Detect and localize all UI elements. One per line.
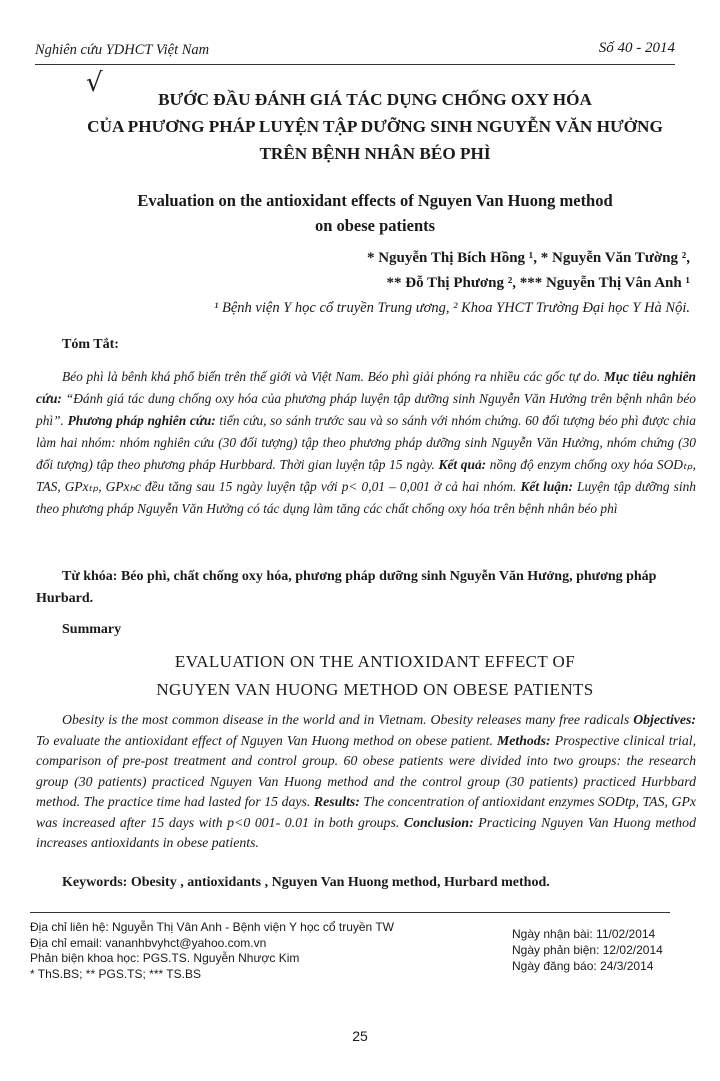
journal-name: Nghiên cứu YDHCT Việt Nam [35,42,210,58]
conclusion-label: Kết luận: [520,479,573,494]
heading-line: EVALUATION ON THE ANTIOXIDANT EFFECT OF [174,652,576,671]
title-line: on obese patients [314,216,436,235]
vietnamese-title [55,86,695,167]
footnote-degrees: * ThS.BS; ** PGS.TS; *** TS.BS [30,966,201,981]
results-label: Kết quả: [438,457,487,472]
running-head [35,40,675,64]
author-list [30,246,690,296]
date-published: Ngày đăng báo: 24/3/2014 [512,959,654,973]
page-number: 25 [352,1028,368,1044]
results-label: Results: [313,794,360,809]
title-line: CỦA PHƯƠNG PHÁP LUYỆN TẬP DƯỠNG SINH NGUYỄN VĂN HƯỞNG [87,117,663,136]
conclusion-text: Practicing Nguyen Van Huong method increases antioxidants in obese patients. [36,814,696,850]
author-line: * Nguyễn Thị Bích Hồng ¹, * Nguyễn Văn Tường ², [366,250,690,266]
title-line: Evaluation on the antioxidant effects of Nguyen Van Huong method [137,191,613,210]
objectives-text: “Đánh giá tác dung chống oxy hóa của phương pháp luyện tập dưỡng sinh Nguyễn Văn Hưởng trên bệnh nhân béo phì”. [36,391,696,428]
conclusion-label: Conclusion: [403,814,474,830]
check-mark-icon: √ [86,68,103,98]
results-text: nồng độ enzym chống oxy hóa SODₜₚ, TAS, GPxₜₚ, GPxₕc đều tăng sau 15 ngày luyện tập với p< 0,01 – 0,001 ở cả hai nhóm. [36,457,696,494]
objectives-label: Objectives: [633,712,697,727]
methods-label: Methods: [496,732,551,748]
english-heading [55,648,695,704]
title-line: BƯỚC ĐẦU ĐÁNH GIÁ TÁC DỤNG CHỐNG OXY HÓA [158,90,592,109]
affiliations: ¹ Bệnh viện Y học cổ truyền Trung ương, ² Khoa YHCT Trường Đại học Y Hà Nội. [214,300,690,316]
methods-text: Prospective clinical trial, comparison of pre-post treatment and control group. 60 obese patients were divided into two groups: the research group (30 patients) practiced Nguyen Van Huong method and the control group (30 patients) practiced Hurbbard method. The practice time had lasted for 15 days. [36,732,697,809]
footnote-reviewer: Phản biện khoa học: PGS.TS. Nguyễn Nhược Kim [30,951,300,965]
header-rule [35,64,675,65]
objectives-label: Mục tiêu nghiên cứu: [36,369,696,406]
author-line: ** Đỗ Thị Phương ², *** Nguyễn Thị Vân Anh ¹ [386,275,690,291]
objectives-text: To evaluate the antioxidant effect of Nguyen Van Huong method on obese patient. [36,732,493,748]
date-reviewed: Ngày phản biện: 12/02/2014 [512,943,663,957]
results-text: The concentration of antioxidant enzymes SODtp, TAS, GPx was increased after 15 days with p<0 001- 0.01 in both groups. [36,794,697,830]
footnotes [30,920,490,982]
vietnamese-abstract [36,366,696,520]
abstract-intro: Obesity is the most common disease in the world and in Vietnam. Obesity releases many free radicals [62,712,630,727]
keywords-vietnamese: Từ khóa: Béo phì, chất chống oxy hóa, phương pháp dưỡng sinh Nguyễn Văn Hưởng, phương pháp Hurbard. [36,569,657,606]
publication-dates [512,926,702,974]
heading-line: NGUYEN VAN HUONG METHOD ON OBESE PATIENTS [156,680,594,699]
summary-heading: Summary [62,622,122,637]
tomtat-heading: Tóm Tắt: [62,337,119,352]
date-received: Ngày nhận bài: 11/02/2014 [512,927,656,941]
conclusion-text: Luyện tập dưỡng sinh theo phương pháp Nguyễn Văn Hưởng có tác dụng làm tăng các chất chống oxy hóa trên bệnh nhân béo phì [36,479,696,516]
title-line: TRÊN BỆNH NHÂN BÉO PHÌ [259,144,491,163]
footnote-contact: Địa chỉ liên hệ: Nguyễn Thị Vân Anh - Bệnh viện Y học cổ truyền TW [30,920,394,934]
english-abstract [36,710,696,854]
english-title [55,188,695,238]
keywords-english: Keywords: Obesity , antioxidants , Nguyen Van Huong method, Hurbard method. [62,875,550,890]
methods-text: tiến cứu, so sánh trước sau và so sánh với nhóm chứng. 60 đối tượng béo phì được chia làm hai nhóm: nhóm nghiên cứu (30 đối tượng) tập theo phương pháp dưỡng sinh Nguyễn Văn Hưởng, nhóm chứng (30 đối tượng) tập theo phương pháp Hurbbard. Thời gian luyện tập 15 ngày. [36,413,696,472]
footnote-rule [30,912,670,913]
methods-label: Phương pháp nghiên cứu: [67,413,216,428]
issue-number: Số 40 - 2014 [598,40,675,56]
footnote-email: Địa chỉ email: vananhbvyhct@yahoo.com.vn [30,935,267,950]
abstract-intro: Béo phì là bênh khá phổ biến trên thế giới và Việt Nam. Béo phì giải phóng ra nhiều các gốc tự do. [62,369,601,384]
